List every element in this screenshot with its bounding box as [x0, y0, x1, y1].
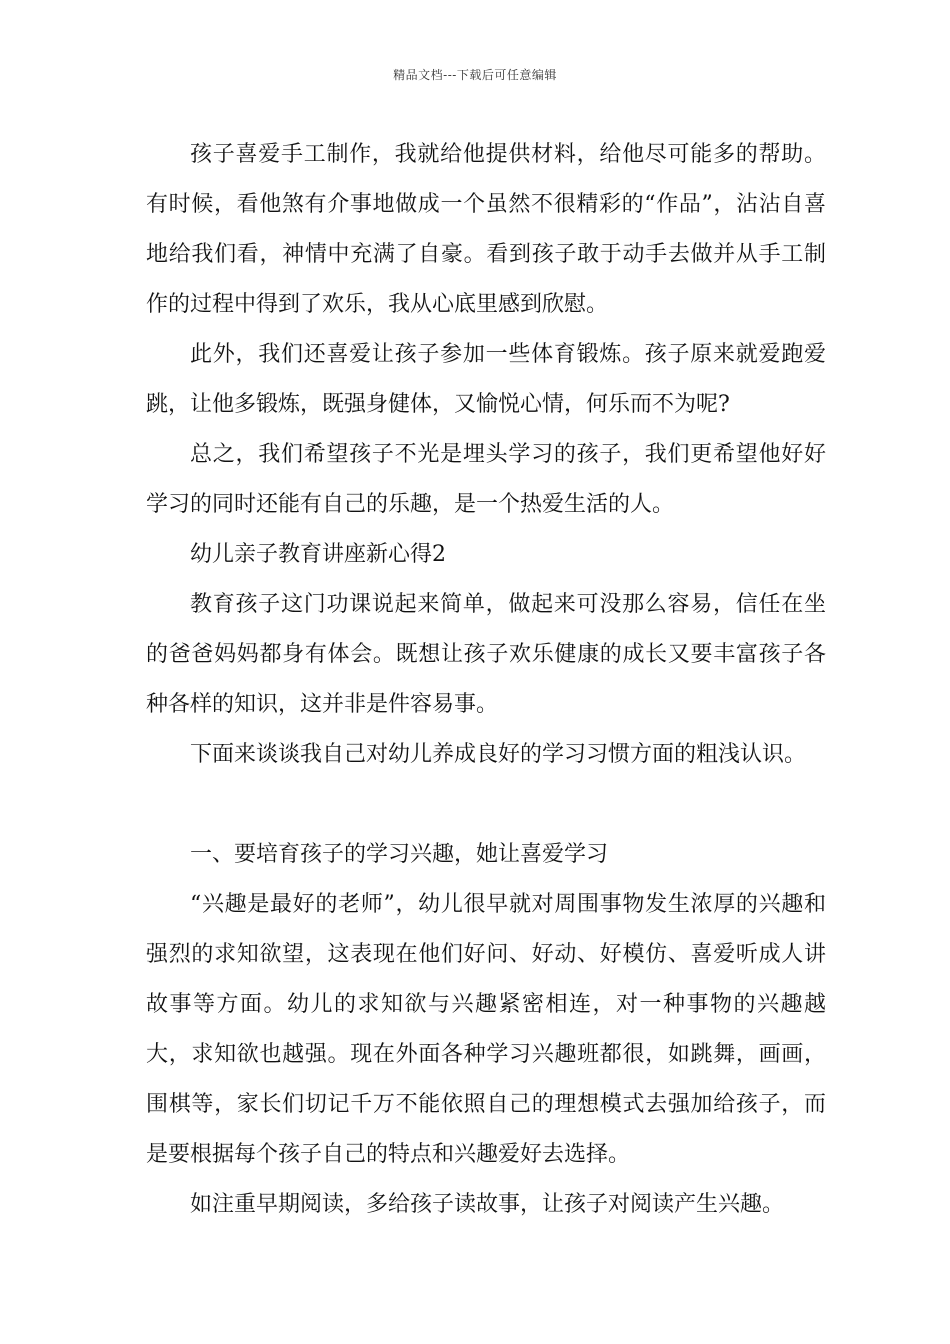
paragraph-habits-intro: 下面来谈谈我自己对幼儿养成良好的学习习惯方面的粗浅认识。 — [190, 742, 807, 767]
section-title: 幼儿亲子教育讲座新心得2 — [190, 542, 446, 567]
blank-line — [146, 780, 826, 830]
subsection-heading: 一、要培育孩子的学习兴趣，她让喜爱学习 — [190, 842, 609, 867]
paragraph-conclusion: 总之，我们希望孩子不光是埋头学习的孩子，我们更希望他好好学习的同时还能有自己的乐趣，是一个热爱生活的人。 — [146, 442, 826, 517]
paragraph-interest: “兴趣是最好的老师”，幼儿很早就对周围事物发生浓厚的兴趣和强烈的求知欲望，这表现在他们好问、好动、好模仿、喜爱听成人讲故事等方面。幼儿的求知欲与兴趣紧密相连，对一种事物的兴趣越大，求知欲也越强。现在外面各种学习兴趣班都很，如跳舞，画画，围棋等，家长们切记千万不能依照自己的理想模式去强加给孩子，而是要根据每个孩子自己的特点和兴趣爱好去选择。 — [146, 892, 826, 1167]
page-header: 精品文档---下载后可任意编辑 — [393, 68, 557, 82]
paragraph-handcraft: 孩子喜爱手工制作，我就给他提供材料，给他尽可能多的帮助。有时候，看他煞有介事地做成一个虽然不很精彩的“作品”，沾沾自喜地给我们看，神情中充满了自豪。看到孩子敢于动手去做并从手工制作的过程中得到了欢乐，我从心底里感到欣慰。 — [146, 142, 826, 317]
paragraph-reading: 如注重早期阅读，多给孩子读故事，让孩子对阅读产生兴趣。 — [190, 1192, 785, 1217]
paragraph-sports: 此外，我们还喜爱让孩子参加一些体育锻炼。孩子原来就爱跑爱跳，让他多锻炼，既强身健体，又愉悦心情，何乐而不为呢? — [146, 342, 826, 417]
document-body — [146, 130, 826, 1230]
paragraph-education-intro: 教育孩子这门功课说起来简单，做起来可没那么容易，信任在坐的爸爸妈妈都身有体会。既想让孩子欢乐健康的成长又要丰富孩子各种各样的知识，这并非是件容易事。 — [146, 592, 826, 717]
